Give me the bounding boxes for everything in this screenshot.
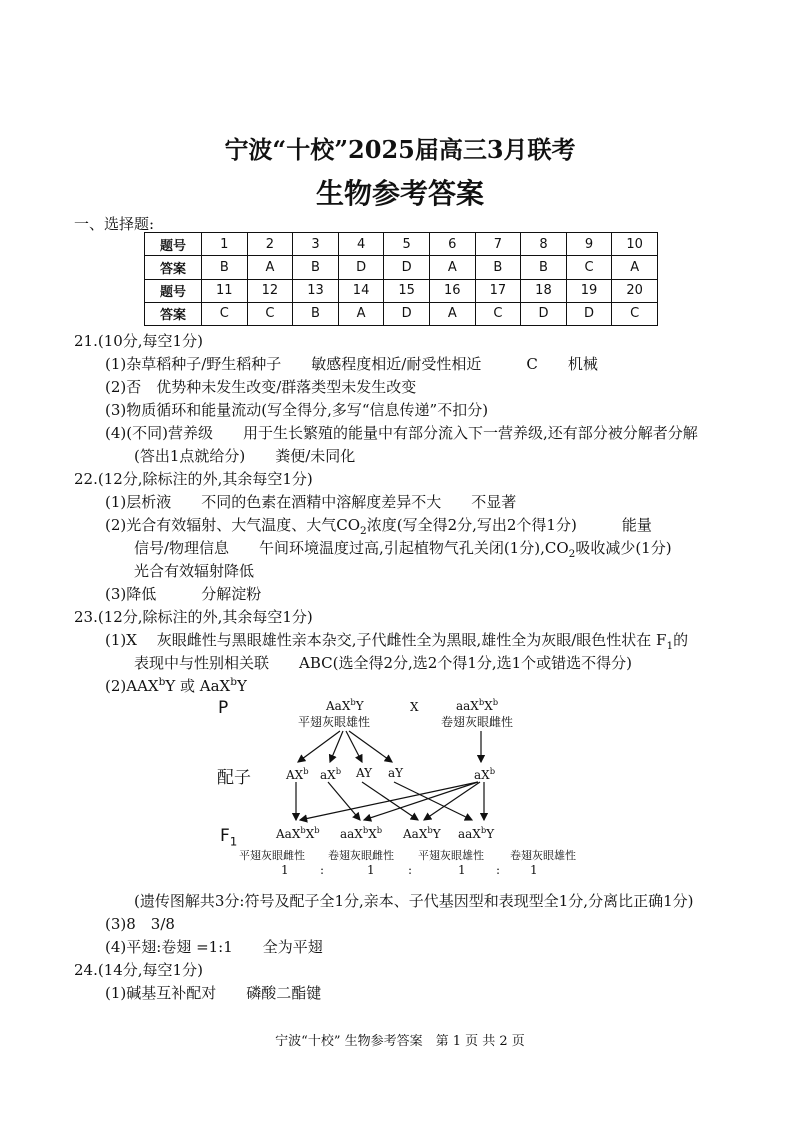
table-cell: 4 (338, 233, 384, 256)
table-cell: A (429, 302, 475, 325)
q22-header: 22.(12分,除标注的外,其余每空1分) (74, 470, 313, 488)
table-cell: 15 (384, 279, 430, 302)
table-cell: 17 (475, 279, 521, 302)
table-cell: 题号 (145, 233, 202, 256)
gamete: AY (356, 766, 373, 780)
arrow (349, 731, 392, 762)
table-cell: A (338, 302, 384, 325)
arrow (330, 731, 343, 762)
ratio-value: 1 (281, 863, 289, 877)
table-cell: 答案 (145, 302, 202, 325)
table-cell: C (202, 302, 248, 325)
q22-line: (3)降低 分解淀粉 (105, 585, 262, 603)
q21-header: 21.(10分,每空1分) (74, 332, 203, 350)
table-cell: 7 (475, 233, 521, 256)
q23-header: 23.(12分,除标注的外,其余每空1分) (74, 608, 313, 626)
ratio-colon: : (408, 863, 413, 877)
arrow (346, 731, 362, 762)
q21-line: (4)(不同)营养级 用于生长繁殖的能量中有部分流入下一营养级,还有部分被分解者分解 (105, 424, 698, 442)
diagram-p-label: P (218, 698, 229, 718)
female-phenotype: 卷翅灰眼雌性 (441, 715, 514, 729)
table-cell: C (612, 302, 658, 325)
offspring-phenotype: 卷翅灰眼雄性 (510, 849, 576, 862)
q23-line: (2)AAX$^b$Y 或 AaX$^b$Y (105, 676, 247, 695)
arrow (298, 731, 340, 762)
table-cell: B (202, 256, 248, 279)
table-cell: 8 (521, 233, 567, 256)
male-genotype: AaX$^b$Y (326, 697, 364, 713)
ratio-colon: : (496, 863, 501, 877)
gamete: $AX^b$ (286, 766, 309, 782)
q22-line: 光合有效辐射降低 (134, 562, 255, 580)
offspring-genotype: aaX$^b$Y (458, 825, 495, 841)
arrow (328, 782, 360, 820)
q22-line: (2)光合有效辐射、大气温度、大气$CO_2$浓度(写全得2分,写出2个得1分) 能量 (105, 516, 652, 537)
table-cell: 11 (202, 279, 248, 302)
ratio-value: 1 (367, 863, 375, 877)
table-cell: A (429, 256, 475, 279)
diagram-f1-label: $F_1$ (220, 826, 238, 849)
q23-line: 表现中与性别相关联 ABC(选全得2分,选2个得1分,选1个或错选不得分) (134, 654, 633, 672)
gamete: $aX^b$ (320, 766, 342, 782)
table-cell: C (566, 256, 612, 279)
page-footer: 宁波“十校” 生物参考答案 第 1 页 共 2 页 (275, 1034, 525, 1049)
page-title: 宁波“十校”2025届高三3月联考 (224, 135, 576, 164)
table-cell: 答案 (145, 256, 202, 279)
offspring-phenotype: 平翅灰眼雄性 (418, 849, 484, 862)
table-cell: 14 (338, 279, 384, 302)
q21-line: (答出1点就给分) 粪便/未同化 (134, 447, 356, 465)
q23-line: (3)8 3/8 (105, 915, 175, 933)
section-heading: 一、选择题: (74, 215, 155, 233)
male-phenotype: 平翅灰眼雄性 (298, 715, 371, 729)
ratio-value: 1 (530, 863, 538, 877)
table-cell: 3 (293, 233, 339, 256)
table-cell: 20 (612, 279, 658, 302)
table-cell: C (475, 302, 521, 325)
table-cell: 16 (429, 279, 475, 302)
q23-line: (1)X 灰眼雌性与黑眼雄性亲本杂交,子代雌性全为黑眼,雄性全为灰眼/眼色性状在 $F_1$的 (105, 631, 689, 652)
table-cell: A (612, 256, 658, 279)
cross-symbol: X (410, 700, 419, 714)
diagram-gamete-label: 配子 (217, 768, 251, 788)
table-cell: 题号 (145, 279, 202, 302)
gamete: $aX^b$ (474, 766, 496, 782)
table-cell: 1 (202, 233, 248, 256)
offspring-phenotype: 平翅灰眼雌性 (239, 849, 305, 862)
q21-line: (2)否 优势种未发生改变/群落类型未发生改变 (105, 378, 417, 396)
table-cell: D (521, 302, 567, 325)
offspring-genotype: AaX$^b$Y (403, 825, 441, 841)
table-cell: B (293, 302, 339, 325)
table-cell: 13 (293, 279, 339, 302)
q24-line: (1)碱基互补配对 磷酸二酯键 (105, 984, 322, 1002)
q22-line: 信号/物理信息 午间环境温度过高,引起植物气孔关闭(1分)$,CO_2$吸收减少(1分) (134, 539, 672, 560)
table-cell: D (566, 302, 612, 325)
ratio-value: 1 (458, 863, 466, 877)
table-cell: 5 (384, 233, 430, 256)
table-cell: 12 (247, 279, 293, 302)
q24-header: 24.(14分,每空1分) (74, 961, 203, 979)
q23-note: (遗传图解共3分:符号及配子全1分,亲本、子代基因型和表现型全1分,分离比正确1分) (134, 892, 694, 910)
q23-line: (4)平翅:卷翅 =1:1 全为平翅 (105, 938, 323, 956)
table-cell: A (247, 256, 293, 279)
table-cell: D (384, 256, 430, 279)
table-cell: C (247, 302, 293, 325)
offspring-genotype: $aaX^bX^b$ (340, 825, 383, 841)
table-cell: 2 (247, 233, 293, 256)
offspring-genotype: $AaX^bX^b$ (276, 825, 320, 841)
table-cell: B (475, 256, 521, 279)
table-cell: B (293, 256, 339, 279)
page-subtitle: 生物参考答案 (315, 177, 484, 210)
q21-line: (3)物质循环和能量流动(写全得分,多写“信息传递”不扣分) (105, 401, 489, 419)
female-genotype: $aaX^bX^b$ (456, 697, 499, 713)
table-cell: 9 (566, 233, 612, 256)
table-cell: 18 (521, 279, 567, 302)
table-cell: 19 (566, 279, 612, 302)
table-cell: 6 (429, 233, 475, 256)
table-cell: 10 (612, 233, 658, 256)
q22-line: (1)层析液 不同的色素在酒精中溶解度差异不大 不显著 (105, 493, 517, 511)
table-cell: B (521, 256, 567, 279)
gamete: aY (388, 766, 404, 780)
table-cell: D (338, 256, 384, 279)
offspring-phenotype: 卷翅灰眼雌性 (328, 849, 394, 862)
ratio-colon: : (320, 863, 325, 877)
q21-line: (1)杂草稻种子/野生稻种子 敏感程度相近/耐受性相近 C 机械 (105, 355, 598, 373)
table-cell: D (384, 302, 430, 325)
